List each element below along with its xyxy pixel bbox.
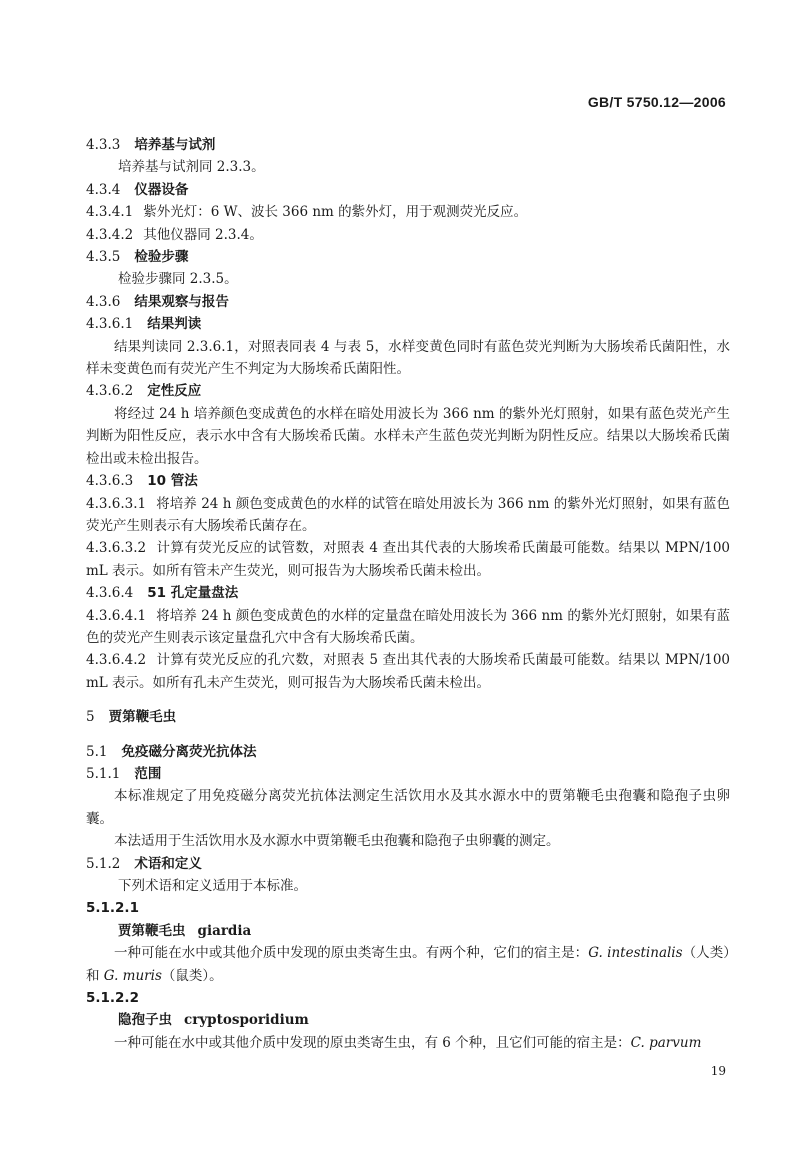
clause-heading: 4.3.6.1 结果判读 bbox=[86, 316, 202, 333]
clause-text: 培养基与试剂同 2.3.3。 bbox=[118, 159, 265, 176]
clause-item: 4.3.6.4.1 将培养 24 h 颜色变成黄色的水样的定量盘在暗处用波长为 366 nm 的紫外光灯照射，如果有蓝色的荧光产生则表示该定量盘孔穴中含有大肠埃希氏菌。 bbox=[86, 607, 730, 646]
clause-heading: 5.1 免疫磁分离荧光抗体法 bbox=[86, 743, 257, 760]
clause-text: 检验步骤同 2.3.5。 bbox=[118, 271, 238, 288]
page-number: 19 bbox=[710, 1064, 726, 1078]
clause-item: 4.3.6.4.2 计算有荧光反应的孔穴数，对照表 5 查出其代表的大肠埃希氏菌最可能数。结果以 MPN/100 mL 表示。如所有孔未产生荧光，则可报告为大肠埃希氏菌未检出。 bbox=[86, 652, 730, 691]
clause-item: 4.3.6.3.2 计算有荧光反应的试管数，对照表 4 查出其代表的大肠埃希氏菌最可能数。结果以 MPN/100 mL 表示。如所有管未产生荧光，则可报告为大肠埃希氏菌未检出。 bbox=[86, 540, 730, 579]
term-title: 隐孢子虫 cryptosporidium bbox=[118, 1012, 309, 1029]
section-gap bbox=[86, 694, 730, 706]
term-definition: 一种可能在水中或其他介质中发现的原虫类寄生虫。有两个种，它们的宿主是：G. intestinalis（人类）和 G. muris（鼠类）。 bbox=[86, 945, 731, 984]
clause-text: 下列术语和定义适用于本标准。 bbox=[118, 878, 307, 894]
clause-item: 4.3.4.2 其他仪器同 2.3.4。 bbox=[86, 226, 263, 243]
clause-heading: 4.3.6.3 10 管法 bbox=[86, 473, 198, 490]
clause-heading: 5.1.1 范围 bbox=[86, 765, 162, 782]
clause-heading: 4.3.6.4 51 孔定量盘法 bbox=[86, 585, 239, 602]
clause-paragraph: 本标准规定了用免疫磁分离荧光抗体法测定生活饮用水及其水源水中的贾第鞭毛虫孢囊和隐孢子虫卵囊。 bbox=[86, 788, 730, 827]
standard-code: GB/T 5750.12—2006 bbox=[587, 94, 726, 110]
clause-paragraph: 将经过 24 h 培养颜色变成黄色的水样在暗处用波长为 366 nm 的紫外光灯照射，如果有蓝色荧光产生判断为阳性反应，表示水中含有大肠埃希氏菌。水样未产生蓝色荧光判断为阴性反应。结果以大肠埃希氏菌检出或未检出报告。 bbox=[86, 405, 730, 467]
section-gap bbox=[86, 729, 730, 741]
term-number: 5.1.2.1 bbox=[86, 900, 139, 917]
clause-item: 4.3.6.3.1 将培养 24 h 颜色变成黄色的水样的试管在暗处用波长为 366 nm 的紫外光灯照射，如果有蓝色荧光产生则表示有大肠埃希氏菌存在。 bbox=[86, 495, 730, 534]
clause-heading: 4.3.3 培养基与试剂 bbox=[86, 137, 216, 153]
term-definition: 一种可能在水中或其他介质中发现的原虫类寄生虫，有 6 个种，且它们可能的宿主是：C. parvum bbox=[114, 1034, 702, 1051]
section-heading: 5 贾第鞭毛虫 bbox=[86, 709, 177, 726]
clause-heading: 4.3.6 结果观察与报告 bbox=[86, 293, 229, 310]
clause-heading: 4.3.5 检验步骤 bbox=[86, 249, 189, 266]
clause-item: 4.3.4.1 紫外光灯：6 W、波长 366 nm 的紫外灯，用于观测荧光反应。 bbox=[86, 204, 528, 221]
clause-heading: 5.1.2 术语和定义 bbox=[86, 855, 202, 872]
clause-paragraph: 结果判读同 2.3.6.1，对照表同表 4 与表 5，水样变黄色同时有蓝色荧光判断为大肠埃希氏菌阳性，水样未变黄色而有荧光产生不判定为大肠埃希氏菌阳性。 bbox=[86, 338, 730, 378]
term-title: 贾第鞭毛虫 giardia bbox=[118, 922, 252, 939]
term-number: 5.1.2.2 bbox=[86, 990, 139, 1007]
page-content bbox=[86, 134, 730, 1054]
clause-paragraph: 本法适用于生活饮用水及水源水中贾第鞭毛虫孢囊和隐孢子虫卵囊的测定。 bbox=[114, 833, 560, 850]
clause-heading: 4.3.4 仪器设备 bbox=[86, 181, 189, 198]
clause-heading: 4.3.6.2 定性反应 bbox=[86, 383, 202, 400]
